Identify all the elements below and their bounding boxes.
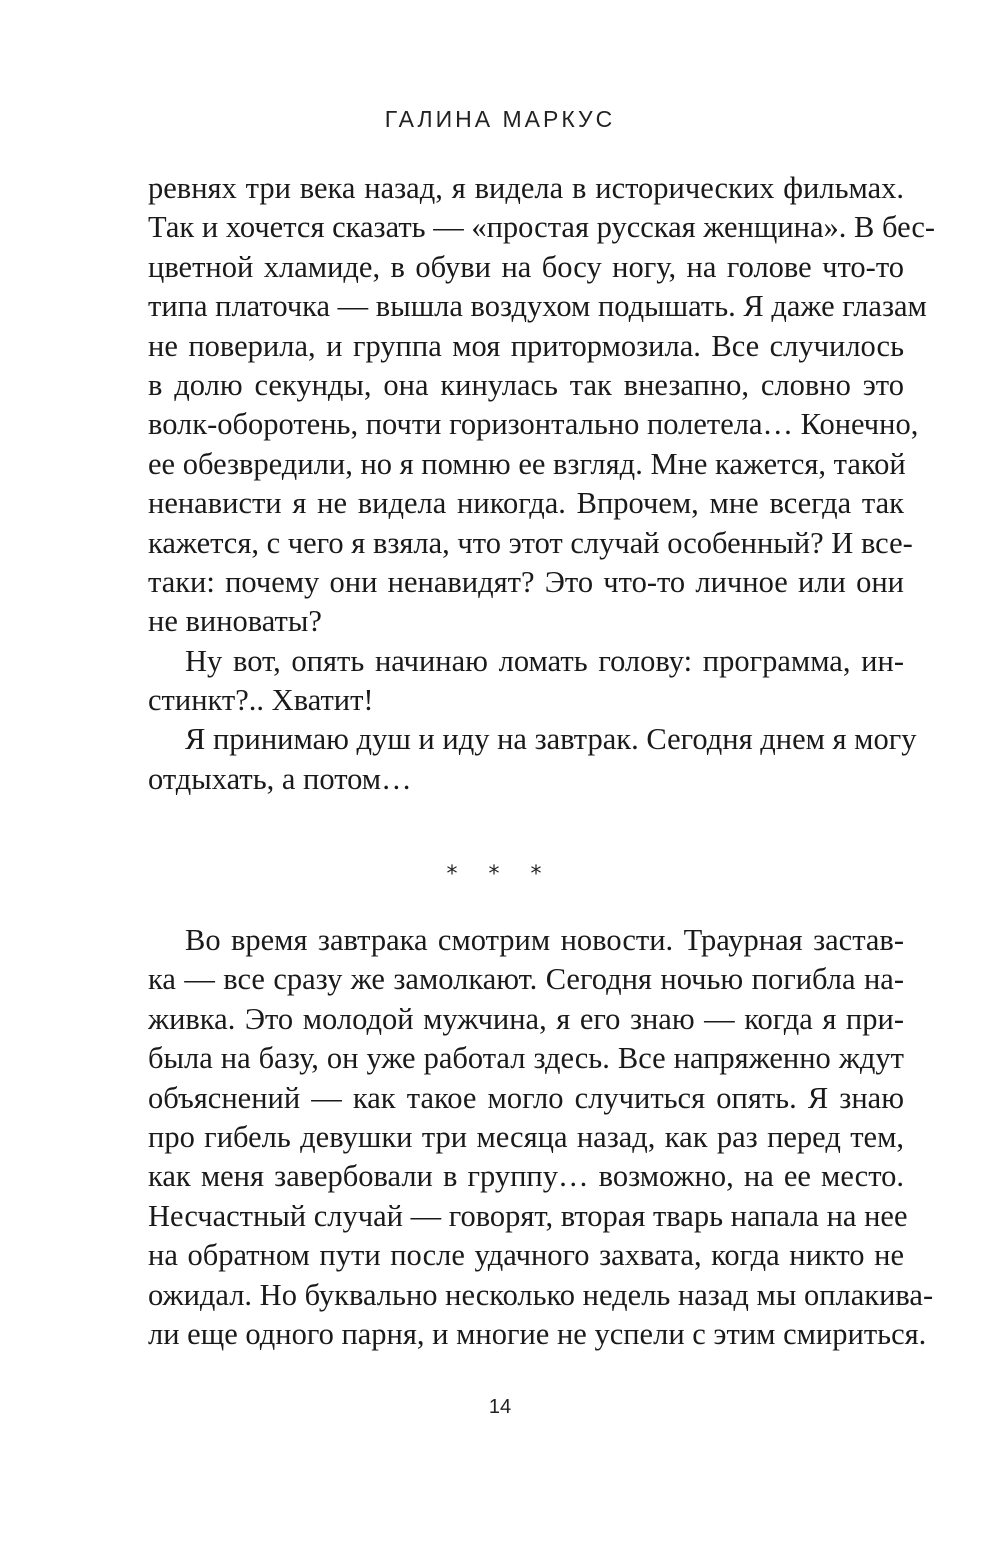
text-line: ли еще одного парня, и многие не успели с этим смириться. <box>148 1316 927 1351</box>
text-line: Ну вот, опять начинаю ломать голову: программа, ин- <box>185 643 904 678</box>
text-line: волк-оборотень, почти горизонтально полетела… Конечно, <box>148 407 919 442</box>
text-line: объяснений — как такое могло случиться опять. Я знаю <box>148 1080 904 1115</box>
text-line: ка — все сразу же замолкают. Сегодня ночью погибла на- <box>148 962 904 997</box>
text-line: на обратном пути после удачного захвата, когда никто не <box>148 1238 904 1273</box>
text-line: не виноваты? <box>148 604 322 639</box>
text-line: живка. Это молодой мужчина, я его знаю — когда я при- <box>148 1001 904 1036</box>
text-line: типа платочка — вышла воздухом подышать. Я даже глазам <box>148 289 927 324</box>
text-line: как меня завербовали в группу… возможно, на ее место. <box>148 1159 904 1194</box>
text-line: отдыхать, а потом… <box>148 761 412 796</box>
section-break-asterisks: * * * <box>446 862 554 887</box>
text-line: в долю секунды, она кинулась так внезапно, словно это <box>148 367 904 402</box>
text-line: Я принимаю душ и иду на завтрак. Сегодня днем я могу <box>185 722 917 757</box>
text-line: кажется, с чего я взяла, что этот случай особенный? И все- <box>148 525 913 560</box>
text-line: Так и хочется сказать — «простая русская женщина». В бес- <box>148 210 936 245</box>
text-line: Несчастный случай — говорят, вторая тварь напала на нее <box>148 1198 908 1233</box>
running-head-author: ГАЛИНА МАРКУС <box>384 106 616 132</box>
text-line: про гибель девушки три месяца назад, как раз перед тем, <box>148 1119 904 1154</box>
text-line: не поверила, и группа моя притормозила. Все случилось <box>148 328 904 363</box>
text-section-before-break <box>148 169 936 799</box>
text-line: стинкт?.. Хватит! <box>148 683 374 718</box>
text-section-after-break <box>148 921 934 1354</box>
text-line: ее обезвредили, но я помню ее взгляд. Мне кажется, такой <box>148 446 906 481</box>
text-line: цветной хламиде, в обуви на босу ногу, на голове что-то <box>148 249 904 284</box>
text-line: таки: почему они ненавидят? Это что-то личное или они <box>148 564 904 599</box>
page-number: 14 <box>488 1396 512 1418</box>
text-line: ожидал. Но буквально несколько недель назад мы оплакива- <box>148 1277 934 1312</box>
text-line: ненависти я не видела никогда. Впрочем, мне всегда так <box>148 486 904 521</box>
text-line: была на базу, он уже работал здесь. Все напряженно ждут <box>148 1041 904 1076</box>
text-line: Во время завтрака смотрим новости. Траурная застав- <box>185 923 904 957</box>
text-line: ревнях три века назад, я видела в исторических фильмах. <box>148 171 904 205</box>
